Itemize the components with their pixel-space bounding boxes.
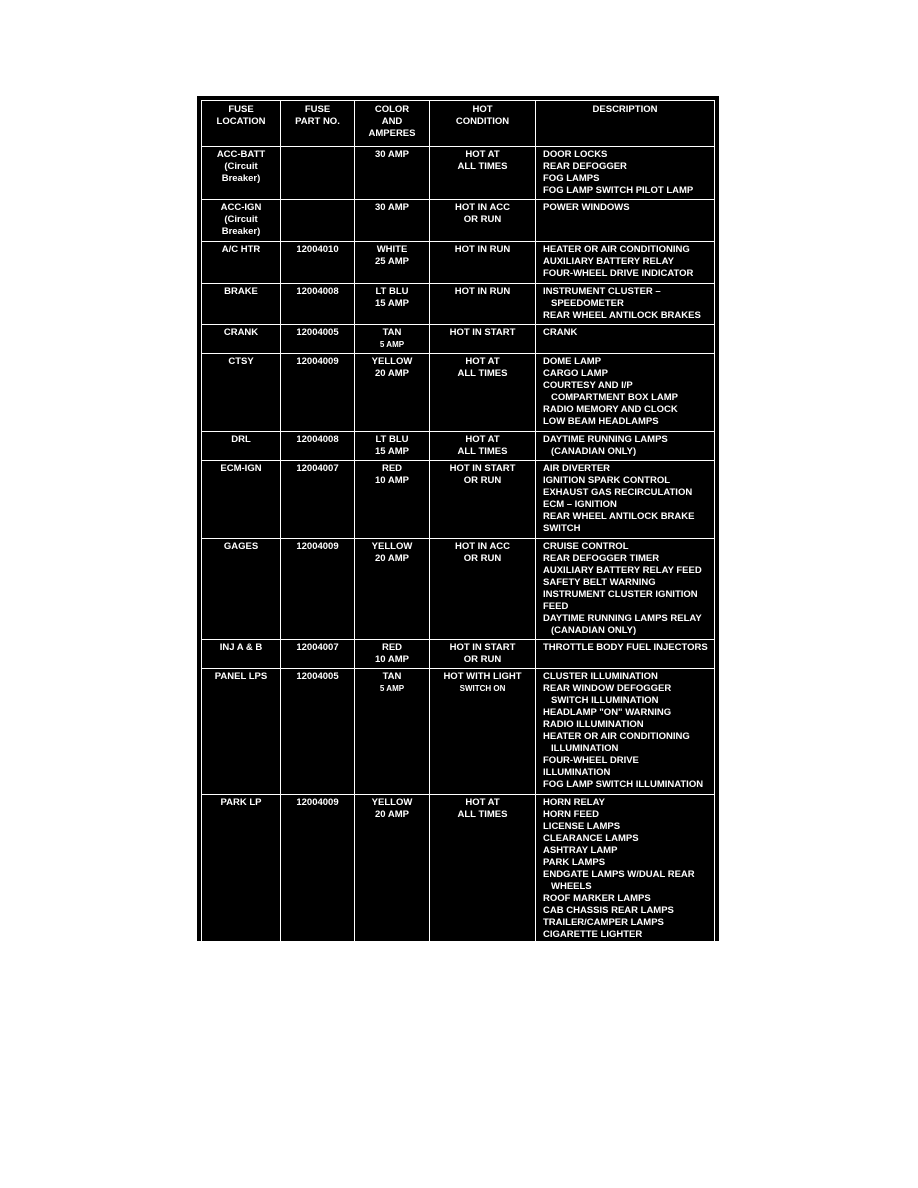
description-line: WHEELS xyxy=(551,881,592,892)
description-line: SAFETY BELT WARNING xyxy=(543,577,656,588)
description-cell xyxy=(536,461,715,539)
description-line: FOUR-WHEEL DRIVE INDICATOR xyxy=(543,268,694,279)
header-text-line: COLOR xyxy=(374,104,410,115)
description-cell xyxy=(536,325,715,354)
cell-text-line: OR RUN xyxy=(463,214,502,225)
description-line: CAB CHASSIS REAR LAMPS xyxy=(543,905,674,916)
description-cell xyxy=(536,795,715,947)
cell-text-line: HOT WITH LIGHT xyxy=(443,671,522,682)
cell-text-line: LT BLU xyxy=(375,286,409,297)
part-number-cell xyxy=(281,432,355,461)
description-line: COURTESY AND I/P xyxy=(543,380,633,391)
cell-text-line: TAN xyxy=(382,671,402,682)
color-amperes-cell xyxy=(355,539,430,640)
cell-text-line: RED xyxy=(381,463,403,474)
hot-condition-cell xyxy=(430,325,536,354)
description-line: ILLUMINATION xyxy=(551,743,619,754)
header-text-line: CONDITION xyxy=(455,116,510,127)
cell-text-line: HOT AT xyxy=(465,797,500,808)
cell-text-line: INJ A & B xyxy=(219,642,263,653)
description-line: POWER WINDOWS xyxy=(543,202,630,213)
header-fuse-part-no xyxy=(281,101,355,147)
color-amperes-cell xyxy=(355,354,430,432)
description-line: FEED xyxy=(543,601,569,612)
fuse-location-cell xyxy=(202,325,281,354)
description-line: ENDGATE LAMPS W/DUAL REAR xyxy=(543,869,695,880)
color-amperes-cell xyxy=(355,461,430,539)
table-row xyxy=(202,795,715,947)
cell-text-line: 12004009 xyxy=(296,797,339,808)
fuse-location-cell xyxy=(202,242,281,284)
description-line: REAR DEFOGGER TIMER xyxy=(543,553,660,564)
cell-text-line: Breaker) xyxy=(221,226,261,237)
header-text-line: HOT xyxy=(472,104,493,115)
description-line: REAR DEFOGGER xyxy=(543,161,627,172)
cell-text-line: PANEL LPS xyxy=(214,671,268,682)
description-line: ILLUMINATION xyxy=(543,767,611,778)
cell-text-line: YELLOW xyxy=(371,797,413,808)
cell-text-line: 15 AMP xyxy=(375,298,409,309)
description-line: PARK LAMPS xyxy=(543,857,606,868)
cell-text-line: WHITE xyxy=(376,244,408,255)
cell-text-line: OR RUN xyxy=(463,475,502,486)
table-row xyxy=(202,539,715,640)
color-amperes-cell xyxy=(355,200,430,242)
description-line: FOG LAMP SWITCH PILOT LAMP xyxy=(543,185,694,196)
fuse-location-cell xyxy=(202,284,281,325)
hot-condition-cell xyxy=(430,669,536,795)
description-cell xyxy=(536,539,715,640)
cell-text-line: ALL TIMES xyxy=(457,368,508,379)
cell-text-line: ALL TIMES xyxy=(457,161,508,172)
fuse-location-cell xyxy=(202,147,281,200)
cell-text-line: ACC-BATT xyxy=(216,149,266,160)
color-amperes-cell xyxy=(355,325,430,354)
description-line: ASHTRAY LAMP xyxy=(543,845,618,856)
description-line: DOOR LOCKS xyxy=(543,149,608,160)
table-row xyxy=(202,242,715,284)
cell-text-line: 20 AMP xyxy=(375,368,409,379)
part-number-cell xyxy=(281,669,355,795)
description-line: RADIO MEMORY AND CLOCK xyxy=(543,404,678,415)
description-line: DOME LAMP xyxy=(543,356,602,367)
cell-text-line: 10 AMP xyxy=(375,654,409,665)
color-amperes-cell xyxy=(355,284,430,325)
color-amperes-cell xyxy=(355,640,430,669)
part-number-cell xyxy=(281,325,355,354)
cell-text-line: 12004010 xyxy=(296,244,339,255)
cell-text-line: YELLOW xyxy=(371,541,413,552)
cell-text-line: CRANK xyxy=(223,327,259,338)
header-text-line: FUSE xyxy=(304,104,331,115)
cell-text-line: TAN xyxy=(382,327,402,338)
table-row xyxy=(202,669,715,795)
description-line: HEATER OR AIR CONDITIONING xyxy=(543,731,690,742)
description-cell xyxy=(536,147,715,200)
description-cell xyxy=(536,284,715,325)
cell-text-line: 25 AMP xyxy=(375,256,409,267)
description-line: HORN FEED xyxy=(543,809,599,820)
cell-text-line: ALL TIMES xyxy=(457,809,508,820)
cell-text-line: OR RUN xyxy=(463,553,502,564)
cell-text-line: 12004005 xyxy=(296,671,339,682)
description-cell xyxy=(536,640,715,669)
cell-text-line: 12004005 xyxy=(296,327,339,338)
cell-text-line: HOT AT xyxy=(465,149,500,160)
description-line: COMPARTMENT BOX LAMP xyxy=(551,392,679,403)
hot-condition-cell xyxy=(430,432,536,461)
description-line: INSTRUMENT CLUSTER – xyxy=(543,286,661,297)
description-cell xyxy=(536,669,715,795)
hot-condition-cell xyxy=(430,795,536,947)
header-fuse-location xyxy=(202,101,281,147)
fuse-location-cell xyxy=(202,669,281,795)
description-line: LICENSE LAMPS xyxy=(543,821,621,832)
description-line: AIR DIVERTER xyxy=(543,463,611,474)
color-amperes-cell xyxy=(355,669,430,795)
description-line: TRAILER/CAMPER LAMPS xyxy=(543,917,664,928)
description-line: (CANADIAN ONLY) xyxy=(551,446,637,457)
description-line: IGNITION SPARK CONTROL xyxy=(543,475,671,486)
table-header-row xyxy=(202,101,715,147)
table-row xyxy=(202,640,715,669)
hot-condition-cell xyxy=(430,539,536,640)
description-line: AUXILIARY BATTERY RELAY xyxy=(543,256,674,267)
description-line: FOG LAMP SWITCH ILLUMINATION xyxy=(543,779,704,790)
description-line: CIGARETTE LIGHTER xyxy=(543,929,643,940)
part-number-cell xyxy=(281,461,355,539)
header-text-line: PART NO. xyxy=(295,116,340,127)
cell-text-line: ALL TIMES xyxy=(457,446,508,457)
header-hot-condition xyxy=(430,101,536,147)
description-line: FOG LAMPS xyxy=(543,173,600,184)
description-line: DAYTIME RUNNING LAMPS RELAY xyxy=(543,613,702,624)
header-description xyxy=(536,101,715,147)
cell-text-line: 20 AMP xyxy=(375,809,409,820)
cell-text-line: HOT IN START xyxy=(449,463,516,474)
fuse-location-cell xyxy=(202,640,281,669)
cell-text-line: ACC-IGN xyxy=(220,202,262,213)
description-cell xyxy=(536,354,715,432)
cell-text-line: 10 AMP xyxy=(375,475,409,486)
hot-condition-cell xyxy=(430,354,536,432)
cell-text-line: 12004008 xyxy=(296,286,339,297)
description-line: ECM – IGNITION xyxy=(543,499,617,510)
cell-text-line: HOT AT xyxy=(465,356,500,367)
fuse-location-cell xyxy=(202,795,281,947)
description-line: CRUISE CONTROL xyxy=(543,541,629,552)
table-row xyxy=(202,325,715,354)
part-number-cell xyxy=(281,539,355,640)
cell-text-line: 15 AMP xyxy=(375,446,409,457)
description-line: SPEEDOMETER xyxy=(551,298,624,309)
description-line: SWITCH ILLUMINATION xyxy=(551,695,659,706)
description-line: HORN RELAY xyxy=(543,797,605,808)
description-line: FOUR-WHEEL DRIVE xyxy=(543,755,639,766)
cell-text-line: 30 AMP xyxy=(375,202,409,213)
cell-text-line: 5 AMP xyxy=(379,340,405,349)
part-number-cell xyxy=(281,147,355,200)
cell-text-line: (Circuit xyxy=(224,161,258,172)
fuse-location-cell xyxy=(202,354,281,432)
description-line: ROOF MARKER LAMPS xyxy=(543,893,651,904)
cell-text-line: HOT IN ACC xyxy=(454,541,511,552)
cell-text-line: A/C HTR xyxy=(221,244,261,255)
description-line: SWITCH xyxy=(543,523,581,534)
hot-condition-cell xyxy=(430,242,536,284)
fuse-table xyxy=(201,100,715,947)
description-line: REAR WHEEL ANTILOCK BRAKES xyxy=(543,310,701,321)
cell-text-line: 12004007 xyxy=(296,642,339,653)
cell-text-line: 12004008 xyxy=(296,434,339,445)
cell-text-line: DRL xyxy=(231,434,251,445)
hot-condition-cell xyxy=(430,147,536,200)
table-row xyxy=(202,354,715,432)
table-row xyxy=(202,284,715,325)
cell-text-line: Breaker) xyxy=(221,173,261,184)
description-line: RADIO ILLUMINATION xyxy=(543,719,644,730)
description-cell xyxy=(536,200,715,242)
fuse-location-cell xyxy=(202,461,281,539)
cell-text-line: PARK LP xyxy=(220,797,262,808)
hot-condition-cell xyxy=(430,200,536,242)
description-line: CLEARANCE LAMPS xyxy=(543,833,639,844)
header-text-line: FUSE xyxy=(228,104,254,115)
header-text-line: DESCRIPTION xyxy=(592,104,658,115)
cell-text-line: BRAKE xyxy=(224,286,258,297)
description-line: (CANADIAN ONLY) xyxy=(551,625,637,636)
description-line: EXHAUST GAS RECIRCULATION xyxy=(543,487,693,498)
cell-text-line: RED xyxy=(381,642,403,653)
cell-text-line: LT BLU xyxy=(375,434,409,445)
color-amperes-cell xyxy=(355,432,430,461)
cell-text-line: YELLOW xyxy=(371,356,413,367)
part-number-cell xyxy=(281,284,355,325)
fuse-location-cell xyxy=(202,200,281,242)
cell-text-line: ECM-IGN xyxy=(220,463,262,474)
cell-text-line: 20 AMP xyxy=(375,553,409,564)
description-cell xyxy=(536,242,715,284)
description-line: INSTRUMENT CLUSTER IGNITION xyxy=(543,589,698,600)
hot-condition-cell xyxy=(430,640,536,669)
header-text-line: LOCATION xyxy=(216,116,266,127)
hot-condition-cell xyxy=(430,461,536,539)
cell-text-line: HOT IN START xyxy=(449,327,516,338)
part-number-cell xyxy=(281,200,355,242)
cell-text-line: CTSY xyxy=(228,356,254,367)
fuse-table-frame xyxy=(197,96,719,941)
table-row xyxy=(202,461,715,539)
table-row xyxy=(202,200,715,242)
cell-text-line: 30 AMP xyxy=(375,149,409,160)
cell-text-line: SWITCH ON xyxy=(459,684,506,693)
color-amperes-cell xyxy=(355,147,430,200)
header-color-amperes xyxy=(355,101,430,147)
description-line: HEATER OR AIR CONDITIONING xyxy=(543,244,690,255)
description-line: DAYTIME RUNNING LAMPS xyxy=(543,434,668,445)
hot-condition-cell xyxy=(430,284,536,325)
description-line: LOW BEAM HEADLAMPS xyxy=(543,416,659,427)
cell-text-line: HOT IN START xyxy=(449,642,516,653)
description-line: CRANK xyxy=(543,327,578,338)
cell-text-line: HOT IN ACC xyxy=(454,202,511,213)
cell-text-line: HOT IN RUN xyxy=(454,286,511,297)
cell-text-line: GAGES xyxy=(223,541,259,552)
part-number-cell xyxy=(281,354,355,432)
fuse-location-cell xyxy=(202,539,281,640)
fuse-location-cell xyxy=(202,432,281,461)
color-amperes-cell xyxy=(355,242,430,284)
description-line: REAR WHEEL ANTILOCK BRAKE xyxy=(543,511,695,522)
table-row xyxy=(202,432,715,461)
part-number-cell xyxy=(281,242,355,284)
table-body xyxy=(202,147,715,947)
description-line: CLUSTER ILLUMINATION xyxy=(543,671,658,682)
cell-text-line: HOT AT xyxy=(465,434,500,445)
cell-text-line: 12004009 xyxy=(296,356,339,367)
header-text-line: AMPERES xyxy=(368,128,416,139)
description-cell xyxy=(536,432,715,461)
part-number-cell xyxy=(281,640,355,669)
description-line: REAR WINDOW DEFOGGER xyxy=(543,683,672,694)
color-amperes-cell xyxy=(355,795,430,947)
cell-text-line: 5 AMP xyxy=(379,684,405,693)
description-line: CARGO LAMP xyxy=(543,368,608,379)
cell-text-line: 12004007 xyxy=(296,463,339,474)
cell-text-line: HOT IN RUN xyxy=(454,244,511,255)
cell-text-line: (Circuit xyxy=(224,214,258,225)
table-row xyxy=(202,147,715,200)
description-line: THROTTLE BODY FUEL INJECTORS xyxy=(543,642,708,653)
description-line: HEADLAMP "ON" WARNING xyxy=(543,707,672,718)
cell-text-line: OR RUN xyxy=(463,654,502,665)
header-text-line: AND xyxy=(381,116,403,127)
part-number-cell xyxy=(281,795,355,947)
description-line: AUXILIARY BATTERY RELAY FEED xyxy=(543,565,702,576)
cell-text-line: 12004009 xyxy=(296,541,339,552)
